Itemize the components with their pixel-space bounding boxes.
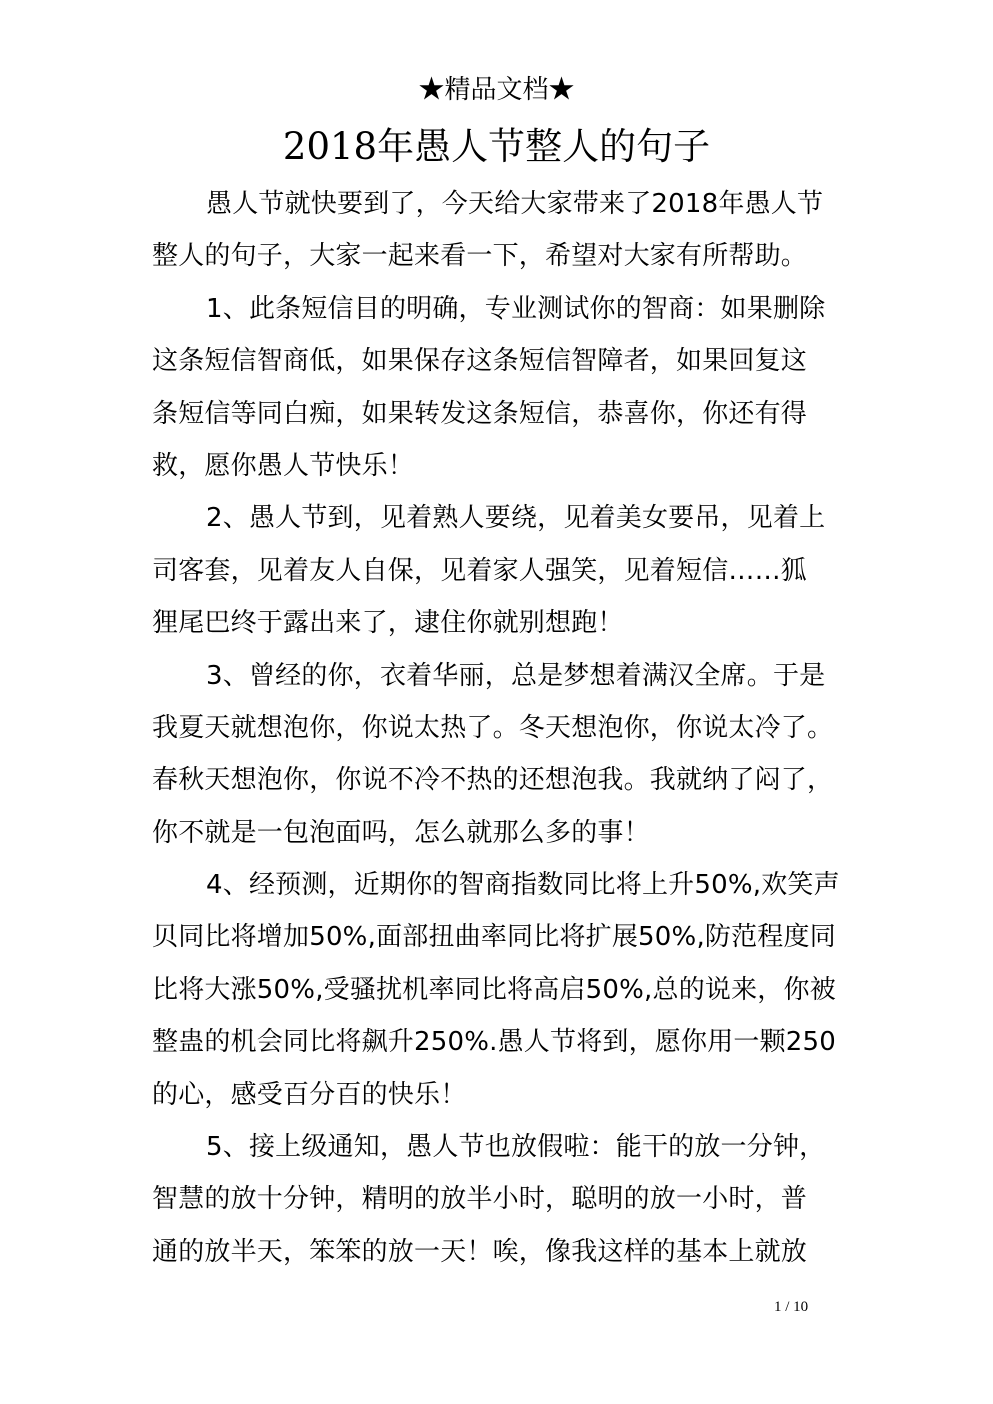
text-line: 1、此条短信目的明确，专业测试你的智商：如果删除: [206, 293, 826, 324]
text-line: 比将大涨50%,受骚扰机率同比将高启50%,总的说来，你被: [152, 974, 836, 1005]
paragraph-item-1: [152, 283, 832, 493]
text-line: 智慧的放十分钟，精明的放半小时，聪明的放一小时，普: [152, 1184, 808, 1215]
page-number: 1 / 10: [774, 1299, 809, 1315]
text-line: 3、曾经的你，衣着华丽，总是梦想着满汉全席。于是: [206, 660, 826, 691]
text-line: 4、经预测，近期你的智商指数同比将上升50%,欢笑声: [206, 870, 840, 901]
paragraph-item-2: [152, 492, 832, 649]
document-header-banner: ★精品文档★: [418, 75, 575, 105]
text-line: 整人的句子，大家一起来看一下，希望对大家有所帮助。: [152, 241, 808, 272]
text-line: 5、接上级通知，愚人节也放假啦：能干的放一分钟，: [206, 1132, 826, 1163]
text-line: 我夏天就想泡你，你说太热了。冬天想泡你，你说太冷了。: [152, 712, 834, 743]
text-line: 这条短信智商低，如果保存这条短信智障者，如果回复这: [152, 346, 808, 377]
text-line: 条短信等同白痴，如果转发这条短信，恭喜你，你还有得: [152, 398, 808, 429]
document-title: 2018年愚人节整人的句子: [282, 125, 711, 168]
text-line: 2、愚人节到，见着熟人要绕，见着美女要吊，见着上: [206, 503, 826, 534]
paragraph-item-3: [152, 650, 832, 860]
document-body: [152, 178, 840, 1278]
text-line: 整蛊的机会同比将飙升250%.愚人节将到，愿你用一颗250: [152, 1027, 837, 1058]
text-line: 愚人节就快要到了，今天给大家带来了2018年愚人节: [206, 189, 824, 219]
text-line: 司客套，见着友人自保，见着家人强笑，见着短信……狐: [152, 555, 808, 586]
paragraph-intro: [152, 178, 832, 283]
text-line: 春秋天想泡你，你说不冷不热的还想泡我。我就纳了闷了，: [152, 765, 834, 796]
text-line: 的心，感受百分百的快乐！: [152, 1079, 467, 1110]
text-line: 你不就是一包泡面吗，怎么就那么多的事！: [152, 817, 650, 848]
text-line: 救，愿你愚人节快乐！: [152, 450, 415, 481]
text-line: 通的放半天，笨笨的放一天！唉，像我这样的基本上就放: [152, 1236, 808, 1267]
text-line: 狸尾巴终于露出来了，逮住你就别想跑！: [152, 608, 624, 639]
paragraph-item-5: [152, 1121, 832, 1278]
paragraph-item-4: [152, 859, 840, 1121]
text-line: 贝同比将增加50%,面部扭曲率同比将扩展50%,防范程度同: [152, 922, 836, 953]
